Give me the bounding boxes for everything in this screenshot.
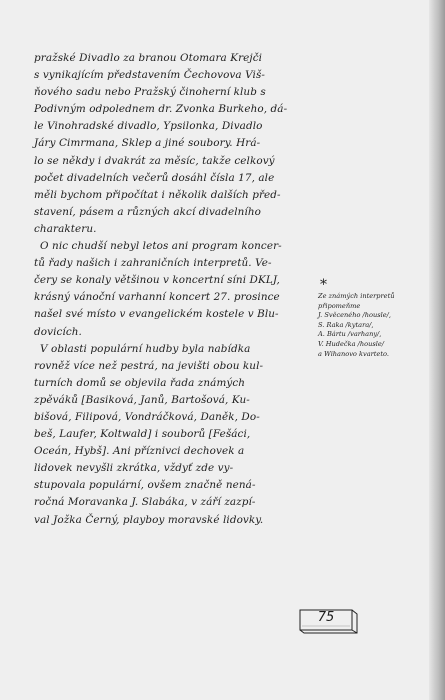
body-line: tů řady našich i zahraničních interpretů. Ve- [34,257,272,270]
body-line: měli bychom připočítat i několik dalších před- [34,188,281,201]
body-line: Oceán, Hybš]. Ani příznivci dechovek a [34,445,245,458]
footnote-asterisk-icon: * [320,277,327,293]
page-number-box [298,606,360,634]
body-line: O nic chudší nebyl letos ani program koncer- [40,240,282,253]
footnote-line: J. Svěceného /housle/, [318,311,391,320]
footnote-line: V. Hudečka /housle/ [318,339,384,348]
body-line: počet divadelních večerů dosáhl čísla 17, ale [34,171,275,184]
body-line: lidovek nevyšli zkrátka, vždyť zde vy- [34,462,234,475]
footnote-line: A. Bártu /varhany/, [318,330,382,339]
body-line: zpěváků [Basiková, Janů, Bartošová, Ku- [34,393,250,406]
body-line: val Jožka Černý, playboy moravské lidovky. [34,513,264,526]
body-line: stavení, pásem a různých akcí divadelního [34,205,261,218]
body-line: bišová, Filipová, Vondráčková, Daněk, Do- [34,410,260,423]
footnote-line: S. Raka /kytara/, [318,320,374,329]
footnote-line: Ze známých interpretů [318,292,395,300]
footnote-line: připomeňme [318,301,361,310]
side-footnote [318,277,436,359]
footnote-lines [318,292,436,359]
body-line: našel své místo v evangelickém kostele v Blu- [34,308,279,321]
body-line: beš, Laufer, Koltwald] i souborů [Fešáci, [34,428,251,441]
page-number: 75 [317,610,335,625]
body-line: rovněž více než pestrá, na jevišti obou kul- [34,359,264,372]
body-line: lo se někdy i dvakrát za měsíc, takže celkový [34,154,275,167]
body-line: ročná Moravanka J. Slabáka, v září zazpí- [34,496,256,509]
body-line: V oblasti populární hudby byla nabídka [40,342,251,355]
body-line: s vynikajícím představením Čechovova Viš- [34,69,265,82]
body-line: stupovala populární, ovšem značně nená- [34,479,256,492]
body-text [34,50,314,529]
body-line: turních domů se objevila řada známých [34,376,246,389]
footnote-line: a Wihanovo kvarteto. [318,349,389,358]
body-line: krásný vánoční varhanní koncert 27. prosince [34,291,280,304]
body-line: Podivným odpolednem dr. Zvonka Burkeho, dá- [34,103,288,116]
body-line: dovicích. [34,325,82,338]
body-line: pražské Divadlo za branou Otomara Krejči [34,52,263,64]
body-line: ňového sadu nebo Pražský činoherní klub s [34,86,266,99]
body-line: le Vinohradské divadlo, Ypsilonka, Divadlo [34,120,263,133]
body-line: čery se konaly většinou v koncertní síni DKLJ, [34,274,280,287]
body-line: charakteru. [34,222,97,235]
body-line: Járy Cimrmana, Sklep a jiné soubory. Hrá- [34,137,261,150]
